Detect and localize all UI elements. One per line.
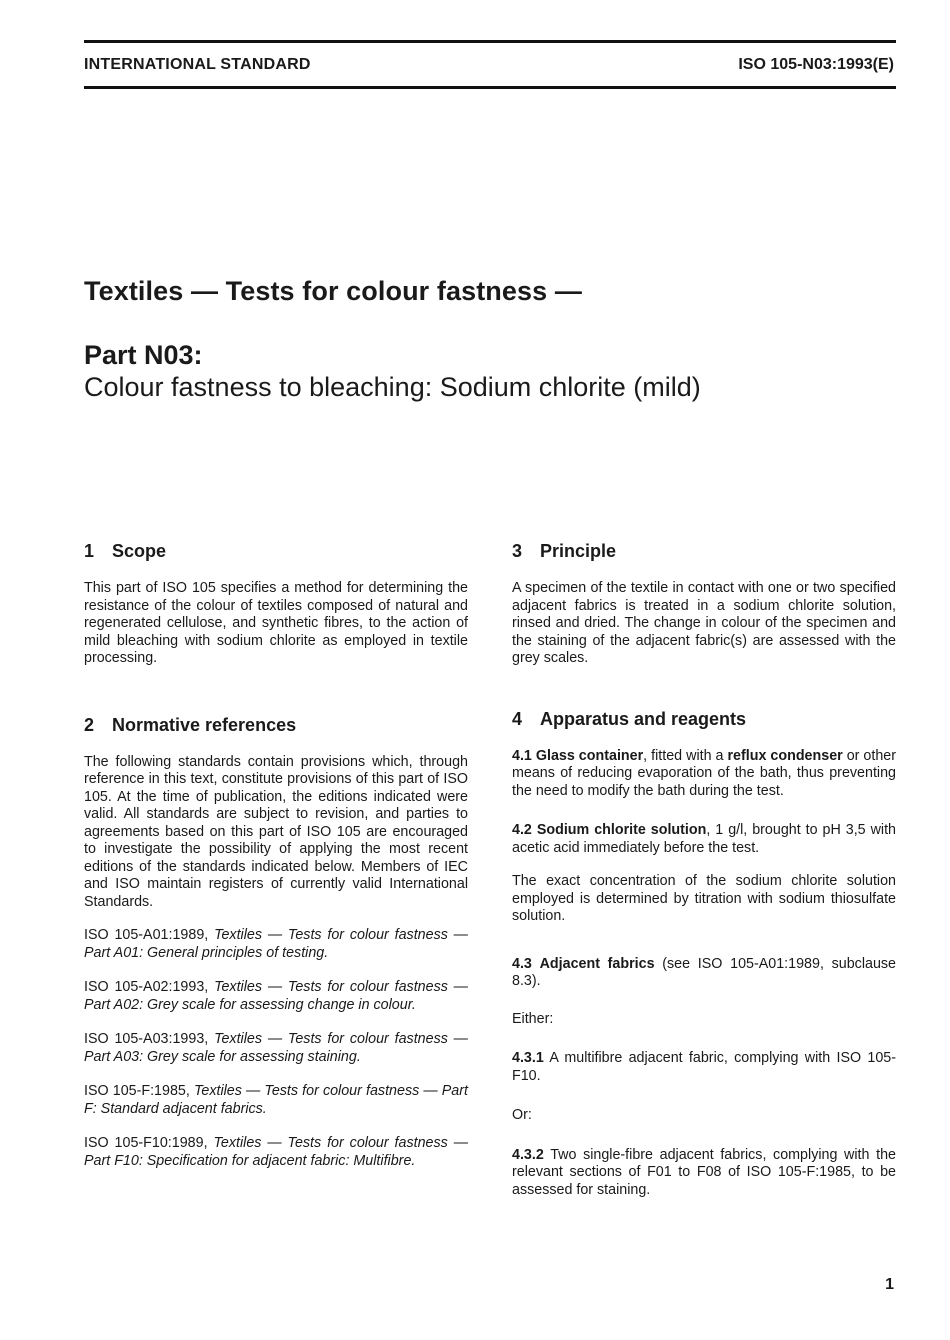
clause-4-3-either: Either: <box>512 1010 554 1027</box>
scope-text: This part of ISO 105 specifies a method for determining the resistance of the colour of textiles composed of natural and regenerated cellulose, and synthetic fibres, to the action of mild bleaching with sodium chlorite as employed in textile processing. <box>84 580 468 666</box>
clause-4-1: 4.1 Glass container, fitted with a reflux condenser or other means of reducing evaporation of the bath, thus preventing the need to modify the bath during the test. <box>512 747 896 799</box>
clause-4-3-2: 4.3.2 Two single-fibre adjacent fabrics, complying with the relevant sections of F01 to F08 of ISO 105-F:1985, to be assessed for staining. <box>512 1146 896 1198</box>
clause-4-3: 4.3 Adjacent fabrics (see ISO 105-A01:1989, subclause 8.3). <box>512 955 896 989</box>
reference-item: ISO 105-A03:1993, Textiles — Tests for colour fastness — Part A03: Grey scale for assessing staining. <box>84 1031 468 1065</box>
reference-item: ISO 105-F10:1989, Textiles — Tests for colour fastness — Part F10: Specification for adjacent fabric: Multifibre. <box>84 1135 468 1169</box>
clause-4-3-1: 4.3.1 A multifibre adjacent fabric, complying with ISO 105-F10. <box>512 1050 896 1084</box>
reference-item: ISO 105-A02:1993, Textiles — Tests for colour fastness — Part A02: Grey scale for assessing change in colour. <box>84 979 468 1013</box>
header-document-type: INTERNATIONAL STANDARD <box>84 56 311 73</box>
section-heading-normative-references: 2 Normative references <box>84 714 297 735</box>
page-number: 1 <box>885 1276 894 1293</box>
reference-item: ISO 105-F:1985, Textiles — Tests for colour fastness — Part F: Standard adjacent fabrics. <box>84 1083 468 1117</box>
principle-text: A specimen of the textile in contact with one or two specified adjacent fabrics is treated in a sodium chlorite solution, rinsed and dried. The change in colour of the specimen and the staining of the adjacent fabric(s) are assessed with the grey scales. <box>512 580 896 666</box>
normative-references-text: The following standards contain provisions which, through reference in this text, constitute provisions of this part of ISO 105. At the time of publication, the editions indicated were valid. All standards are subject to revision, and parties to agreements based on this part of ISO 105 are encouraged to investigate the possibility of applying the most recent editions of the standards indicated below. Members of IEC and ISO maintain registers of currently valid International Standards. <box>84 753 468 910</box>
document-title: Textiles — Tests for colour fastness — <box>84 276 582 306</box>
reference-item: ISO 105-A01:1989, Textiles — Tests for colour fastness — Part A01: General principles of testing. <box>84 927 468 961</box>
right-column <box>512 540 896 1215</box>
clause-4-3-or: Or: <box>512 1107 532 1123</box>
part-label: Part N03: <box>84 340 203 370</box>
header-bottom-rule <box>84 86 896 89</box>
part-subtitle: Colour fastness to bleaching: Sodium chlorite (mild) <box>84 372 701 402</box>
section-heading-principle: 3 Principle <box>512 541 617 561</box>
header-top-rule <box>84 40 896 43</box>
clause-4-2: 4.2 Sodium chlorite solution, 1 g/l, brought to pH 3,5 with acetic acid immediately before the test. <box>512 822 896 856</box>
section-heading-scope: 1 Scope <box>84 541 167 561</box>
clause-4-2-note: The exact concentration of the sodium chlorite solution employed is determined by titration with sodium thiosulfate solution. <box>512 873 896 924</box>
header-document-id: ISO 105-N03:1993(E) <box>738 56 894 73</box>
left-column <box>84 540 468 1187</box>
section-heading-apparatus: 4 Apparatus and reagents <box>512 708 747 729</box>
